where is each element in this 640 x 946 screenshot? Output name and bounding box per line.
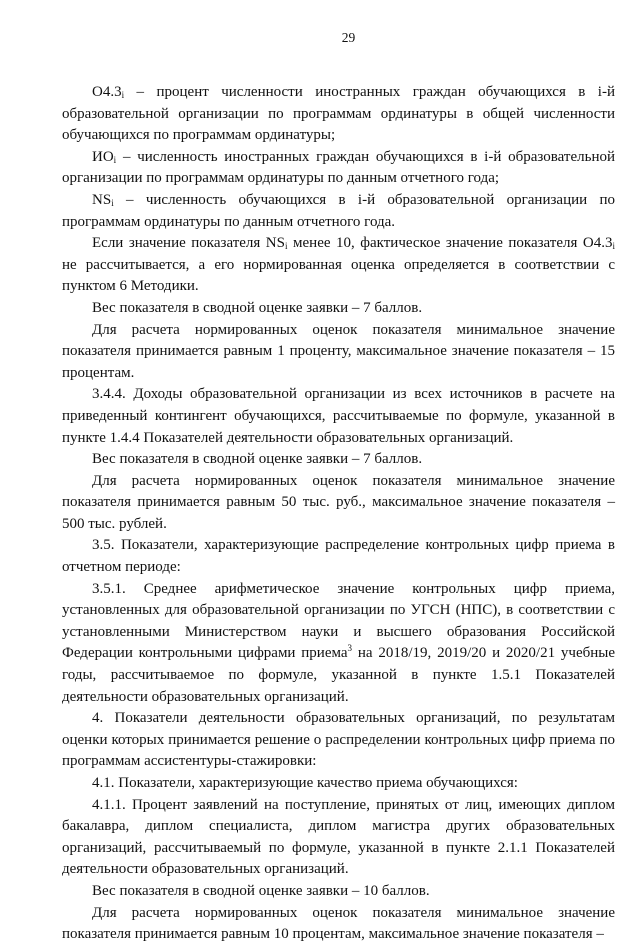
page-number: 29 [341,30,356,45]
paragraph-condition: Если значение показателя $NS_i$ менее 10, фактическое значение показателя $O4.3_i$ не рассчитывается, а его нормированная оценка определяется в соответствии с пунктом 6 Методики. [62,235,615,295]
footnote-ref: 3 [347,643,353,654]
paragraph-weight: Вес показателя в сводной оценке заявки – 10 баллов. [92,882,430,899]
paragraph-3-5-1: 3.5.1. Среднее арифметическое значение контрольных цифр приема, установленных для образовательной организации по УГСН (НПС), в соответствии с установленными Министерством науки и высшего образования Российской Федерации контрольными цифрами приема$^3$ на 2018/19, 2019/20 и 2020/21 учебные годы, рассчитываемое по формуле, указанной в пункте 1.5.1 Показателей деятельности образовательных организаций. [62,580,615,705]
paragraph-4: 4. Показатели деятельности образовательных организаций, по результатам оценки которых принимается решение о распределении контрольных цифр приема по программам ассистентуры-стажировки: [62,710,615,770]
paragraph-normalization: Для расчета нормированных оценок показателя минимальное значение показателя принимается равным 50 тыс. руб., максимальное значение показателя – 500 тыс. рублей. [62,472,615,532]
paragraph-definition-ns: $NS_i$ – численность обучающихся в i-й образовательной организации по программам ординатуры по данным отчетного года. [62,191,615,230]
paragraph-3-4-4: 3.4.4. Доходы образовательной организации из всех источников в расчете на приведенный контингент обучающихся, рассчитываемые по формуле, указанной в пункте 1.4.4 Показателей деятельности образовательных организаций. [62,386,615,446]
paragraph-normalization: Для расчета нормированных оценок показателя минимальное значение показателя принимается равным 1 проценту, максимальное значение показателя – 15 процентам. [62,321,615,381]
paragraph-3-5: 3.5. Показатели, характеризующие распределение контрольных цифр приема в отчетном периоде: [62,537,615,576]
paragraph-weight: Вес показателя в сводной оценке заявки – 7 баллов. [92,299,423,316]
paragraph-definition-io: $ИО_i$ – численность иностранных граждан обучающихся в i-й образовательной организации по программам ординатуры по данным отчетного года; [62,148,615,187]
paragraph-weight: Вес показателя в сводной оценке заявки – 7 баллов. [92,451,423,468]
paragraph-normalization: Для расчета нормированных оценок показателя минимальное значение показателя принимается равным 10 процентам, максимальное значение показателя – [62,904,615,943]
paragraph-4-1: 4.1. Показатели, характеризующие качество приема обучающихся: [92,775,518,791]
paragraph-4-1-1: 4.1.1. Процент заявлений на поступление, принятых от лиц, имеющих диплом бакалавра, диплом специалиста, диплом магистра других образовательных организаций, рассчитываемый по формуле, указанной в пункте 2.1.1 Показателей деятельности образовательных организаций. [62,796,615,878]
paragraph-definition-o4-3: $O4.3_i$ – процент численности иностранных граждан обучающихся в i-й образовательной организации по программам ординатуры в общей численности обучающихся по программам ординатуры; [62,84,615,144]
